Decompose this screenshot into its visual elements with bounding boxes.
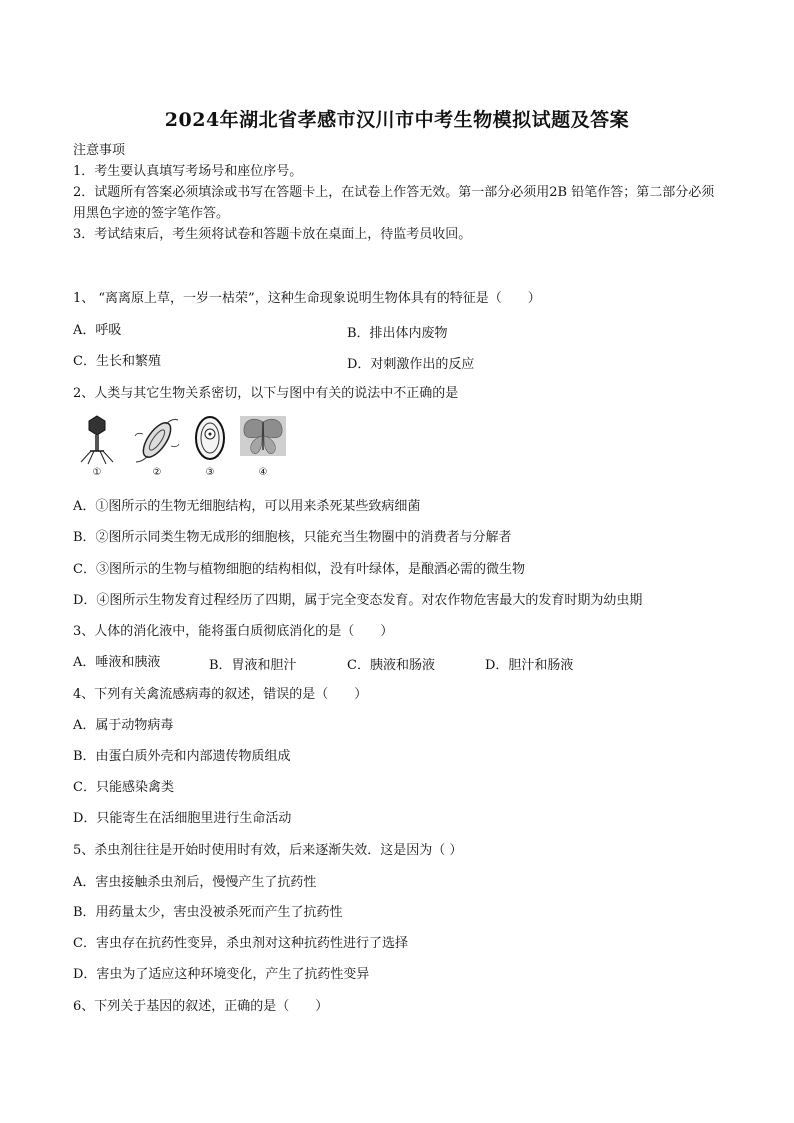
notes-item: 1．考生要认真填写考场号和座位序号。 — [73, 164, 303, 179]
bacteriophage-figure — [75, 414, 119, 466]
question-4-option-b: B．由蛋白质外壳和内部遗传物质组成 — [73, 749, 291, 764]
yeast-figure — [193, 414, 227, 466]
question-2-stem: 2、人类与其它生物关系密切，以下与图中有关的说法中不正确的是 — [73, 386, 459, 401]
question-3-stem: 3、人体的消化液中，能将蛋白质彻底消化的是（ ） — [73, 624, 394, 639]
question-4-option-a: A．属于动物病毒 — [73, 718, 174, 733]
question-1-option-b: B．排出体内废物 — [347, 326, 448, 341]
question-2-option-d: D．④图所示生物发育过程经历了四期，属于完全变态发育。对农作物危害最大的发育时期为幼虫期 — [73, 593, 643, 608]
figure-label-2: ② — [152, 467, 162, 478]
question-5-stem: 5、杀虫剂往往是开始时使用时有效，后来逐渐失效．这是因为（ ） — [73, 843, 463, 858]
question-1-option-a: A．呼吸 — [73, 323, 122, 338]
notes-heading: 注意事项 — [73, 143, 126, 158]
question-6-stem: 6、下列关于基因的叙述，正确的是（ ） — [73, 999, 329, 1014]
figure-label-1: ① — [92, 467, 102, 478]
question-3-option-b: B．胃液和胆汁 — [209, 658, 297, 673]
notes-item: 2．试题所有答案必须填涂或书写在答题卡上，在试卷上作答无效。第一部分必须用2B 铅笔作答；第二部分必须用黑色字迹的签字笔作答。 — [73, 185, 715, 221]
page-title: 2024年湖北省孝感市汉川市中考生物模拟试题及答案 — [164, 109, 630, 131]
question-2-option-a: A．①图所示的生物无细胞结构，可以用来杀死某些致病细菌 — [73, 499, 421, 514]
question-1-option-c: C．生长和繁殖 — [73, 354, 161, 369]
question-3-option-a: A．唾液和胰液 — [73, 655, 161, 670]
butterfly-figure — [239, 414, 287, 466]
notes-item: 3．考试结束后，考生须将试卷和答题卡放在桌面上，待监考员收回。 — [73, 227, 472, 242]
figure-label-3: ③ — [205, 467, 215, 478]
question-2-option-b: B．②图所示同类生物无成形的细胞核，只能充当生物圈中的消费者与分解者 — [73, 530, 512, 545]
question-3-option-c: C．胰液和肠液 — [347, 658, 435, 673]
question-3-option-d: D．胆汁和肠液 — [485, 658, 574, 673]
question-4-option-c: C．只能感染禽类 — [73, 780, 174, 795]
notes-section — [73, 140, 723, 245]
question-2-option-c: C．③图所示的生物与植物细胞的结构相似，没有叶绿体，是酿酒必需的微生物 — [73, 562, 525, 577]
bacterium-figure — [133, 414, 181, 466]
question-5-option-a: A．害虫接触杀虫剂后，慢慢产生了抗药性 — [73, 875, 317, 890]
question-5-option-b: B．用药量太少，害虫没被杀死而产生了抗药性 — [73, 905, 343, 920]
question-1-option-d: D．对刺激作出的反应 — [347, 357, 475, 372]
question-4-option-d: D．只能寄生在活细胞里进行生命活动 — [73, 811, 292, 826]
figure-label-4: ④ — [258, 467, 268, 478]
question-2-figure — [73, 414, 293, 484]
question-1-stem: 1、 “离离原上草，一岁一枯荣”，这种生命现象说明生物体具有的特征是（ ） — [73, 291, 541, 306]
question-5-option-d: D．害虫为了适应这种环境变化，产生了抗药性变异 — [73, 967, 370, 982]
question-4-stem: 4、下列有关禽流感病毒的叙述，错误的是（ ） — [73, 687, 368, 702]
question-5-option-c: C．害虫存在抗药性变异，杀虫剂对这种抗药性进行了选择 — [73, 936, 408, 951]
